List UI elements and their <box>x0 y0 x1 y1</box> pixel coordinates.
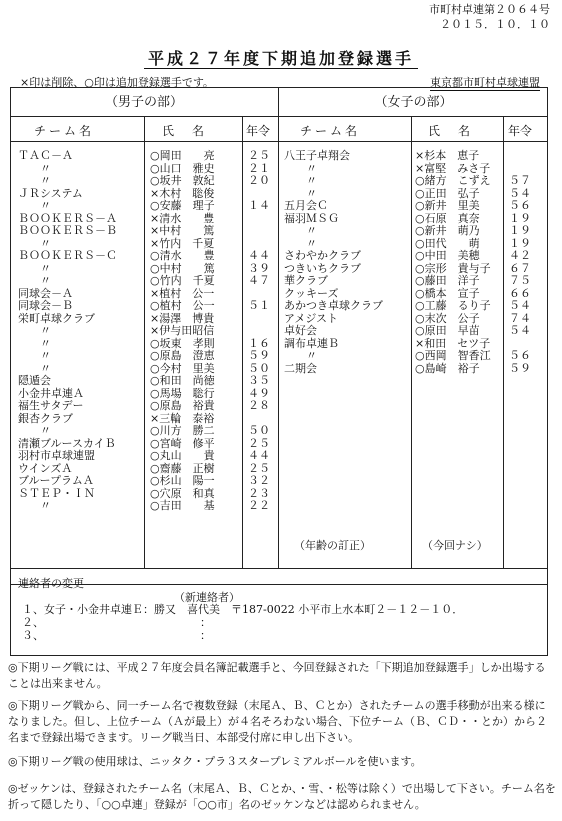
player-name-cell: ○新井 萌乃 <box>415 224 480 237</box>
team-cell: ＢＯＯＫＥＲＳ－Ａ <box>18 211 117 225</box>
contact-line-2: ２、 <box>22 616 44 629</box>
age-cell: ３９ <box>248 261 270 275</box>
team-cell: つきいちクラブ <box>284 261 361 275</box>
age-correction-caption: （年齢の訂正） <box>294 539 371 552</box>
team-cell: 二期会 <box>284 361 317 375</box>
age-cell: ２５ <box>248 436 270 450</box>
table-divider <box>10 116 548 117</box>
team-cell: 銀杏クラブ <box>18 411 73 425</box>
contact-line-3: ３、 <box>22 629 44 642</box>
player-name-cell: ○田代 萌 <box>415 236 480 250</box>
player-name-cell: ×伊与田昭信 <box>150 324 215 337</box>
note-eligibility: ◎下期リーグ戦には、平成２７年度会員名簿記載選手と、今回登録された「下期追加登録選手」しか出場することは出来ません。 <box>8 661 546 690</box>
player-name-cell: ×和田 セツ子 <box>415 336 491 350</box>
women-name-column-header: 氏 名 <box>428 124 474 138</box>
team-cell: 福羽ＭＳＧ <box>284 211 339 225</box>
team-cell: 同球会－Ａ <box>18 286 73 300</box>
team-cell: 隠遁会 <box>18 374 51 387</box>
team-cell: 羽村市卓球連盟 <box>18 449 95 462</box>
player-name-cell: ○竹内 千夏 <box>150 274 215 287</box>
team-cell: 〃 <box>306 161 317 175</box>
men-section-heading: （男子の部） <box>104 95 183 110</box>
age-cell: ５７ <box>509 174 531 187</box>
team-cell: ＢＯＯＫＥＲＳ－Ｂ <box>18 224 117 237</box>
player-name-cell: ○今村 里美 <box>150 361 215 375</box>
player-name-cell: ○坂東 孝則 <box>150 336 215 350</box>
team-cell: 福生サタデー <box>18 399 84 412</box>
player-name-cell: ○中田 美穂 <box>415 249 480 262</box>
page-title-text: 平成２７年度下期追加登録選手 <box>144 49 418 69</box>
table-divider <box>10 141 548 142</box>
team-cell: 〃 <box>40 199 51 212</box>
team-cell: 〃 <box>40 361 51 375</box>
player-name-cell: ○山口 雅史 <box>150 161 215 175</box>
age-cell: ４９ <box>248 386 270 400</box>
player-name-cell: ×竹内 千夏 <box>150 236 215 250</box>
player-name-cell: ○清水 豊 <box>150 249 215 262</box>
player-name-cell: ○馬場 聡行 <box>150 386 215 400</box>
player-name-cell: ○杉山 陽一 <box>150 474 215 487</box>
note-official-ball: ◎下期リーグ戦の使用球は、ニッタク・プラ３スタープレミアルボールを使います。 <box>8 755 422 768</box>
player-name-cell: ×植村 公一 <box>150 286 215 300</box>
team-cell: 〃 <box>40 274 51 287</box>
women-team-column-header: チーム名 <box>300 124 361 138</box>
team-cell: 〃 <box>40 236 51 250</box>
age-cell: ５４ <box>509 299 531 312</box>
player-name-cell: ○中村 篤 <box>150 261 215 275</box>
note-bib-rule: ◎ゼッケンは、登録されたチーム名（末尾Ａ、Ｂ、Ｃとか、・雪、・松等は除く）で出場して下さい。チーム名を折って隠したり、「○○卓連」登録が「○○市」名のゼッケンなどは認められません。 <box>8 782 556 811</box>
document-header <box>429 2 550 32</box>
player-name-cell: ○工藤 るり子 <box>415 299 491 312</box>
team-cell: 〃 <box>306 186 317 200</box>
player-name-cell: ○植村 公一 <box>150 299 215 312</box>
age-cell: ６７ <box>509 261 531 275</box>
player-name-cell: ○和田 尚徳 <box>150 374 215 387</box>
contact-heading: 連絡者の変更 <box>18 577 84 590</box>
player-name-cell: ×清水 豊 <box>150 211 215 225</box>
men-name-column-header: 氏 名 <box>162 124 208 138</box>
team-cell: ブループラムＡ <box>18 474 94 487</box>
column-divider <box>242 116 243 568</box>
document-reference-number: 市町村卓連第２０６４号 <box>429 3 550 16</box>
player-name-cell: ○西岡 智香江 <box>415 349 491 362</box>
column-divider <box>411 116 412 568</box>
team-cell: あかつき卓球クラブ <box>284 299 383 312</box>
player-name-cell: ×三輪 泰裕 <box>150 411 215 425</box>
team-cell: 〃 <box>40 174 51 187</box>
contact-line-1: １、女子・小金井卓連Ｅ：勝又 喜代美 〒187-0022 小平市上水本町２－１２－１０． <box>22 603 464 616</box>
team-cell: 卓好会 <box>284 324 317 337</box>
player-name-cell: ○原田 早苗 <box>415 324 480 337</box>
women-section-heading: （女子の部） <box>374 95 453 110</box>
team-cell: 調布卓連Ｂ <box>284 336 339 350</box>
age-cell: ２０ <box>248 174 270 187</box>
team-cell: 〃 <box>40 161 51 175</box>
age-cell: ５４ <box>509 324 531 337</box>
team-cell: 華クラブ <box>284 274 328 287</box>
team-cell: ＪＲシステム <box>18 186 83 200</box>
no-correction-caption: （今回ナシ） <box>422 539 488 552</box>
player-name-cell: ○川方 勝二 <box>150 424 215 437</box>
player-name-cell: ○島崎 裕子 <box>415 361 480 375</box>
age-cell: ２３ <box>248 486 270 500</box>
contact-line-3-colon: ： <box>200 629 211 642</box>
age-cell: ６６ <box>509 286 531 300</box>
age-cell: ７４ <box>509 311 531 325</box>
team-cell: 〃 <box>40 424 51 437</box>
player-name-cell: ○坂井 敦紀 <box>150 174 215 187</box>
team-cell: 八王子卓翔会 <box>284 149 350 162</box>
age-cell: ２５ <box>248 461 270 475</box>
player-name-cell: ○吉田 基 <box>150 499 215 512</box>
team-cell: クッキーズ <box>284 286 339 300</box>
age-cell: ５０ <box>248 424 270 437</box>
age-cell: ３５ <box>248 374 270 387</box>
team-cell: 同球会－Ｂ <box>18 299 73 312</box>
age-cell: １６ <box>248 336 270 350</box>
page-title <box>0 46 562 69</box>
player-name-cell: ○宗形 貴与子 <box>415 261 491 275</box>
player-name-cell: ○末次 公子 <box>415 311 480 325</box>
section-divider <box>278 87 279 568</box>
age-cell: ３２ <box>248 474 270 487</box>
team-cell: 栄町卓球クラブ <box>18 311 95 325</box>
age-cell: １９ <box>509 224 531 237</box>
age-cell: ５６ <box>509 199 531 212</box>
age-cell: ５４ <box>509 186 531 200</box>
team-cell: 〃 <box>306 174 317 187</box>
legend-note: ×印は削除、○印は追加登録選手です。 <box>20 76 214 89</box>
player-name-cell: ○新井 里美 <box>415 199 480 212</box>
age-cell: ７５ <box>509 274 531 287</box>
team-cell: 〃 <box>40 349 51 362</box>
player-name-cell: ×杉本 恵子 <box>415 149 480 162</box>
player-name-cell: ×湯澤 博貴 <box>150 311 215 325</box>
player-name-cell: ○齋藤 正樹 <box>150 461 215 475</box>
player-name-cell: ×木村 聡俊 <box>150 186 215 200</box>
women-age-column-header: 年令 <box>508 124 533 138</box>
player-name-cell: ×中村 篤 <box>150 224 215 237</box>
team-cell: 〃 <box>40 261 51 275</box>
team-cell: アメジスト <box>284 311 339 325</box>
column-divider <box>144 116 145 568</box>
player-name-cell: ○岡田 亮 <box>150 149 215 162</box>
player-name-cell: ○穴原 和真 <box>150 486 215 500</box>
team-cell: 〃 <box>306 349 317 362</box>
age-cell: ２５ <box>248 149 270 162</box>
team-cell: 〃 <box>40 499 51 512</box>
team-cell: 清瀬ブルースカイＢ <box>18 436 116 450</box>
player-name-cell: ○原島 澄恵 <box>150 349 215 362</box>
player-name-cell: ○宮崎 修平 <box>150 436 215 450</box>
player-name-cell: ○正田 弘子 <box>415 186 480 200</box>
age-cell: ４４ <box>248 449 270 462</box>
team-cell: ＴＡＣ－Ａ <box>18 149 73 162</box>
team-cell: 小金井卓連Ａ <box>18 386 84 400</box>
team-cell: ＳＴＥＰ・ＩＮ <box>18 486 95 500</box>
age-cell: ２２ <box>248 499 270 512</box>
player-name-cell: ○原島 裕貴 <box>150 399 215 412</box>
age-cell: ２８ <box>248 399 270 412</box>
age-cell: ５０ <box>248 361 270 375</box>
player-name-cell: ×富堅 みさ子 <box>415 161 491 175</box>
team-cell: 〃 <box>40 324 51 337</box>
age-cell: ４２ <box>509 249 531 262</box>
age-cell: １９ <box>509 211 531 225</box>
age-cell: ４４ <box>248 249 270 262</box>
team-cell: 〃 <box>306 224 317 237</box>
age-cell: １４ <box>248 199 270 212</box>
age-cell: ４７ <box>248 274 270 287</box>
player-name-cell: ○安藤 理子 <box>150 199 215 212</box>
team-cell: 五月会Ｃ <box>284 199 328 212</box>
player-name-cell: ○丸山 貴 <box>150 449 215 462</box>
column-divider <box>503 116 504 568</box>
player-name-cell: ○石原 真奈 <box>415 211 480 225</box>
team-cell: ウインズＡ <box>18 461 73 475</box>
player-name-cell: ○藤田 洋子 <box>415 274 480 287</box>
note-player-transfer: ◎下期リーグ戦から、同一チーム名で複数登録（末尾Ａ、Ｂ、Ｃとか）されたチームの選手移動が出来る様になりました。但し、上位チーム（Ａが最上）が４名そろわない場合、下位チーム（Ｂ、ＣＤ・・とか）から２名まで登録出場できます。リーグ戦当日、本部受付席に申し出下さい。 <box>8 699 547 744</box>
document-date: ２０１５．１０．１０ <box>440 18 550 31</box>
age-cell: ５９ <box>509 361 531 375</box>
age-cell: １９ <box>509 236 531 250</box>
age-cell: ５９ <box>248 349 270 362</box>
age-cell: ５６ <box>509 349 531 362</box>
team-cell: さわやかクラブ <box>284 249 361 262</box>
team-cell: 〃 <box>306 236 317 250</box>
team-cell: ＢＯＯＫＥＲＳ－Ｃ <box>18 249 117 262</box>
age-cell: ２１ <box>248 161 270 175</box>
men-team-column-header: チーム名 <box>34 124 95 138</box>
player-name-cell: ○橋本 宣子 <box>415 286 480 300</box>
new-contact-label: （新連絡者） <box>174 591 240 604</box>
organization-name: 東京都市町村卓球連盟 <box>430 76 540 89</box>
age-cell: ５１ <box>248 299 270 312</box>
men-age-column-header: 年令 <box>246 124 271 138</box>
team-cell: 〃 <box>40 336 51 350</box>
contact-line-2-colon: ： <box>200 616 211 629</box>
player-name-cell: ○緒方 こずえ <box>415 174 491 187</box>
